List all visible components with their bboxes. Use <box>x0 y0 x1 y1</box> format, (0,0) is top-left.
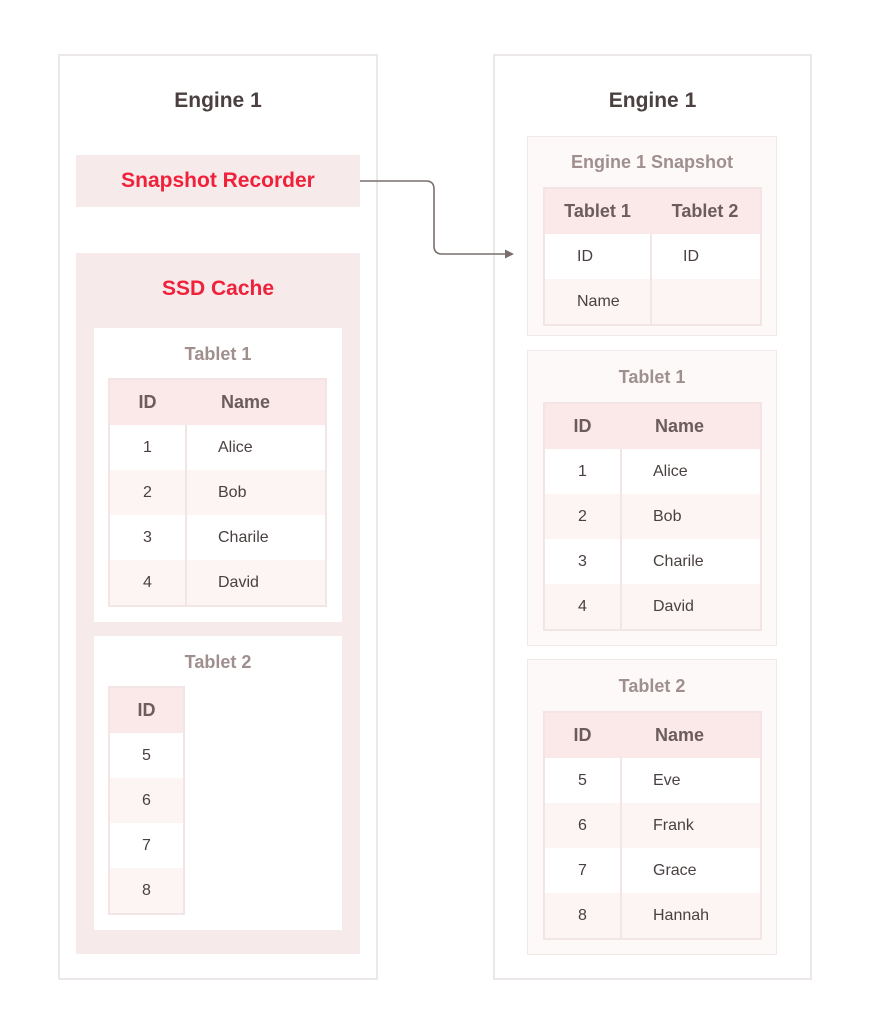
right-tablet2-title: Tablet 2 <box>618 676 686 696</box>
cell-id: 6 <box>578 816 587 834</box>
cell-id: 4 <box>143 573 152 591</box>
cell-name: Bob <box>653 507 682 525</box>
cell-id: 1 <box>578 462 587 480</box>
cell-name: Charile <box>218 528 269 546</box>
cell-id: 3 <box>143 528 152 546</box>
cell-id: 2 <box>578 507 587 525</box>
right-tablet1-title: Tablet 1 <box>618 367 686 387</box>
column-header-tablet1: Tablet 1 <box>564 201 631 221</box>
cell-name: David <box>218 573 259 591</box>
column-header-name: Name <box>655 725 705 745</box>
ssd-tablet2-title: Tablet 2 <box>184 652 252 672</box>
snapshot-recorder: Snapshot Recorder <box>76 155 360 207</box>
cell-tablet2: ID <box>683 247 699 265</box>
cell-name: Alice <box>218 438 253 456</box>
column-header-id: ID <box>573 725 592 745</box>
cell-id: 2 <box>143 483 152 501</box>
column-header-id: ID <box>573 416 592 436</box>
ssd-cache-title: SSD Cache <box>161 277 275 300</box>
cell-name: Grace <box>653 861 697 879</box>
cell-id: 4 <box>578 597 587 615</box>
cell-name: Frank <box>653 816 694 834</box>
column-header-name: Name <box>221 392 271 412</box>
arrow-line <box>360 181 506 254</box>
cell-name: Alice <box>653 462 688 480</box>
cell-id: 7 <box>578 861 587 879</box>
column-header-id: ID <box>138 392 157 412</box>
column-header-id: ID <box>137 700 156 720</box>
cell-name: David <box>653 597 694 615</box>
cell-id: 5 <box>578 771 587 789</box>
engine-snapshot-title: Engine 1 Snapshot <box>570 152 734 172</box>
cell-tablet1: ID <box>577 247 593 265</box>
cell-name: Charile <box>653 552 704 570</box>
cell-id: 1 <box>143 438 152 456</box>
column-header-tablet2: Tablet 2 <box>671 201 739 221</box>
column-header-name: Name <box>655 416 705 436</box>
left-engine-title: Engine 1 <box>174 89 262 112</box>
cell-id: 7 <box>142 836 151 854</box>
cell-id: 5 <box>142 746 151 764</box>
arrowhead-icon <box>505 250 514 259</box>
cell-id: 8 <box>142 881 151 899</box>
ssd-tablet1-title: Tablet 1 <box>184 344 252 364</box>
cell-name: Bob <box>218 483 247 501</box>
cell-id: 6 <box>142 791 151 809</box>
cell-id: 8 <box>578 906 587 924</box>
cell-name: Hannah <box>653 906 710 924</box>
cell-tablet1: Name <box>577 292 620 310</box>
right-engine-title: Engine 1 <box>608 89 697 112</box>
cell-name: Eve <box>653 771 681 789</box>
cell-id: 3 <box>578 552 587 570</box>
